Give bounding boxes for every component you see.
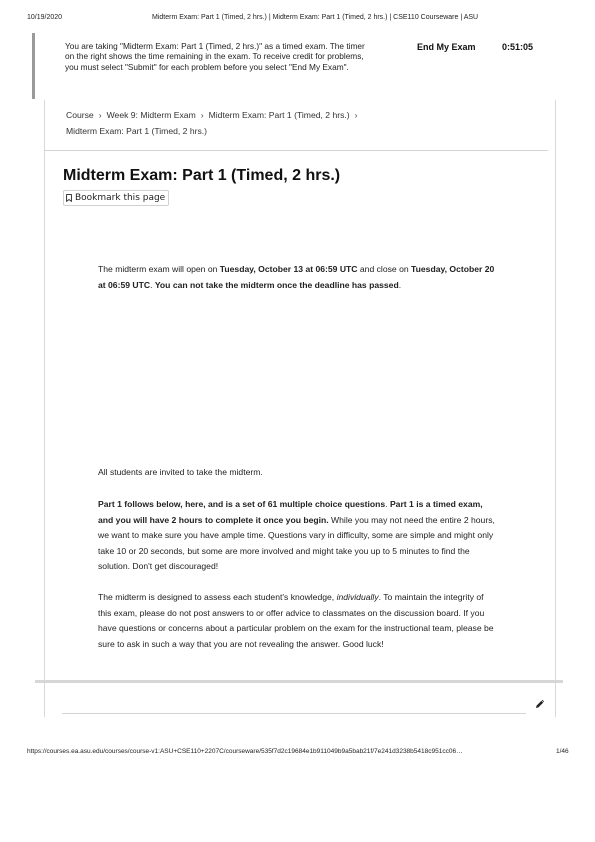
close-date: Tuesday, October 20 at 06:59 UTC bbox=[98, 264, 495, 290]
end-my-exam-button[interactable]: End My Exam bbox=[417, 42, 476, 52]
breadcrumb-course-link[interactable]: Course bbox=[66, 110, 94, 120]
text: The midterm exam will open on bbox=[98, 264, 220, 274]
breadcrumb bbox=[66, 108, 446, 139]
text: . bbox=[398, 279, 402, 290]
emphasis: individually bbox=[336, 592, 379, 602]
text: While you may not need the entire 2 hours, we want to make sure you have ample time. Questions vary in difficulty, some are simple and might only take 10 or 20 seconds, but some are more involved and might take you up to 5 minutes to find the solution. Don't get discouraged! bbox=[98, 514, 495, 572]
print-footer-url: https://courses.ea.asu.edu/courses/course-v1:ASU+CSE110+2207C/courseware/535f7d2c19684e1b911049b9a5bab21f/7e241d3238b5418c951cc06… bbox=[27, 748, 463, 755]
text: . bbox=[150, 279, 155, 290]
exam-dates-paragraph bbox=[98, 262, 498, 293]
breadcrumb-current: Midterm Exam: Part 1 (Timed, 2 hrs.) bbox=[66, 125, 208, 136]
breadcrumb-subsection-link[interactable]: Midterm Exam: Part 1 (Timed, 2 hrs.) bbox=[208, 110, 350, 120]
exam-timer: 0:51:05 bbox=[502, 42, 534, 52]
bookmark-label: Bookmark this page bbox=[75, 193, 166, 203]
part1-description-paragraph bbox=[98, 497, 498, 575]
open-date: Tuesday, October 13 at 06:59 UTC bbox=[219, 264, 358, 274]
invite-paragraph: All students are invited to take the midterm. bbox=[98, 467, 263, 477]
deadline-warning: You can not take the midterm once the deadline has passed bbox=[154, 279, 399, 290]
timed-exam-banner bbox=[32, 33, 555, 99]
print-header-date: 10/19/2020 bbox=[27, 14, 63, 21]
breadcrumb-separator: › bbox=[98, 110, 102, 120]
timed-exam-message: You are taking "Midterm Exam: Part 1 (Timed, 2 hrs.)" as a timed exam. The timer on the right shows the time remaining in the exam. To receive credit for problems, you must select "Submit" for each problem before you select "End My Exam". bbox=[65, 41, 365, 72]
divider bbox=[62, 713, 526, 714]
text: . bbox=[385, 499, 390, 509]
pencil-icon[interactable] bbox=[534, 698, 546, 710]
divider bbox=[44, 150, 548, 151]
integrity-paragraph bbox=[98, 590, 498, 652]
text: . To maintain the integrity of this exam, please do not post answers to or offer advice to classmates on the discussion board. If you have questions or concerns about a particular problem on the exam for the instructional team, please be sure to ask in such a way that you are not revealing the answer. Good luck! bbox=[98, 592, 494, 649]
time-limit-text: Part 1 is a timed exam, and you will have 2 hours to complete it once you begin. bbox=[98, 499, 483, 525]
breadcrumb-week-link[interactable]: Week 9: Midterm Exam bbox=[106, 110, 196, 120]
text: and close on bbox=[357, 264, 412, 274]
breadcrumb-separator: › bbox=[354, 110, 358, 120]
print-header-title: Midterm Exam: Part 1 (Timed, 2 hrs.) | Midterm Exam: Part 1 (Timed, 2 hrs.) | CSE110 Courseware | ASU bbox=[152, 14, 479, 21]
breadcrumb-separator: › bbox=[200, 110, 204, 120]
print-footer-page-number: 1/46 bbox=[556, 748, 569, 755]
divider bbox=[35, 680, 563, 683]
question-count-text: Part 1 follows below, here, and is a set of 61 multiple choice questions bbox=[98, 499, 386, 509]
text: The midterm is designed to assess each student's knowledge, bbox=[98, 592, 337, 602]
page-title: Midterm Exam: Part 1 (Timed, 2 hrs.) bbox=[63, 167, 341, 184]
bookmark-button[interactable] bbox=[63, 190, 169, 206]
bookmark-outline-icon bbox=[66, 194, 72, 202]
